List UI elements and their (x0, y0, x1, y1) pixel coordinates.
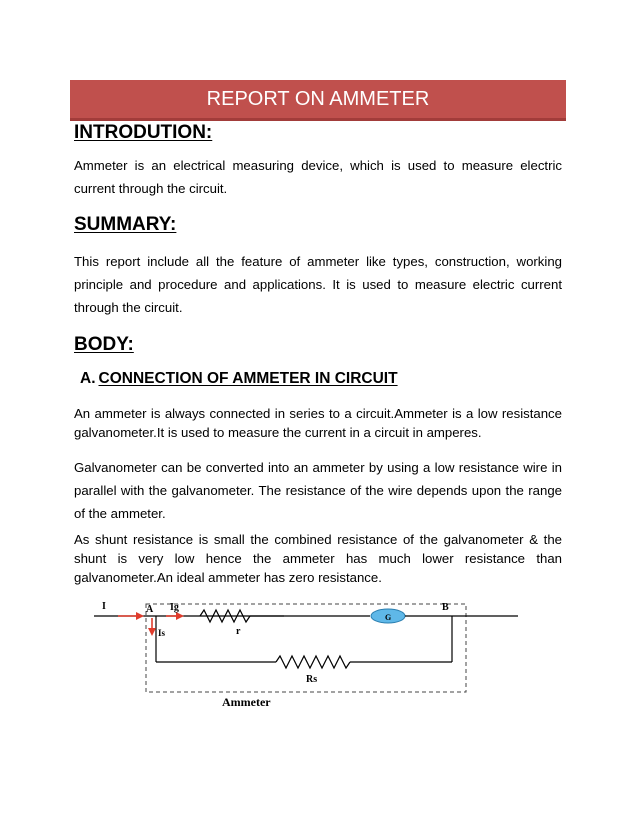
label-g: G (385, 613, 392, 622)
introduction-text: Ammeter is an electrical measuring device, which is used to measure electric current through the circuit. (74, 158, 562, 196)
current-arrow-i (136, 612, 144, 620)
section-a-title: CONNECTION OF AMMETER IN CIRCUIT (98, 370, 398, 387)
diagram-caption: Ammeter (222, 695, 271, 708)
label-rs: Rs (306, 674, 318, 685)
body-heading: BODY: (74, 334, 134, 355)
body-paragraph-2: Galvanometer can be converted into an ammeter by using a low resistance wire in parallel with the galvanometer. The resistance of the wire depends upon the range of the ammeter. (74, 460, 562, 521)
resistor-r (200, 610, 250, 622)
report-title-banner: REPORT ON AMMETER (70, 80, 566, 121)
label-ig: Ig (170, 602, 179, 613)
body-paragraph-1: An ammeter is always connected in series to a circuit.Ammeter is a low resistance galvanometer.It is used to measure the current in a circuit in amperes. (74, 406, 562, 440)
shunt-resistor-rs (276, 656, 350, 668)
introduction-heading: INTRODUTION: (74, 122, 213, 143)
section-a-marker: A. (80, 370, 96, 387)
label-r: r (236, 626, 241, 637)
body-paragraph-3: As shunt resistance is small the combined resistance of the galvanometer & the shunt is very low hence the ammeter has much lower resistance than galvanometer.An ideal ammeter has zero resistance. (74, 532, 562, 585)
label-is: Is (158, 628, 166, 638)
current-arrow-ig (176, 612, 184, 620)
summary-text: This report include all the feature of ammeter like types, construction, working principle and procedure and applications. It is used to measure electric current through the circuit. (74, 254, 562, 315)
current-arrow-is (148, 628, 156, 636)
summary-heading: SUMMARY: (74, 214, 177, 235)
label-a: A (146, 604, 154, 615)
ammeter-circuit-diagram (90, 596, 520, 708)
label-b: B (442, 602, 449, 613)
section-a-heading (80, 370, 398, 388)
label-i: I (102, 601, 106, 612)
